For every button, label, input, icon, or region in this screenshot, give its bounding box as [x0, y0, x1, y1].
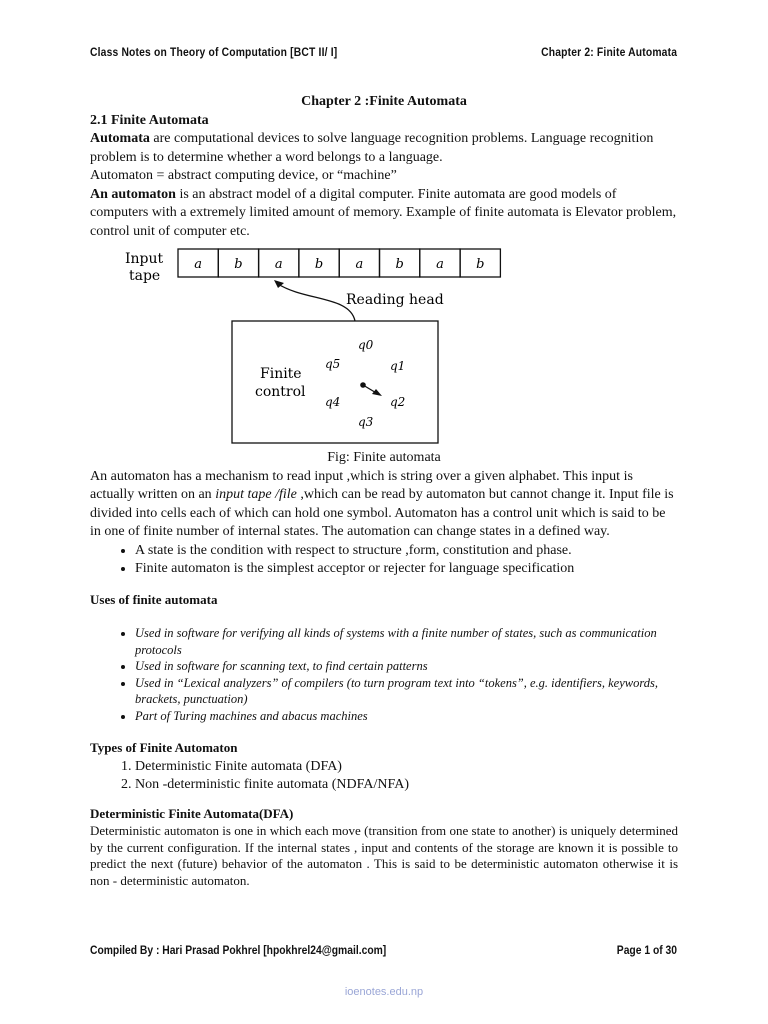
list-item: • A state is the condition with respect to structure ,form, constitution and phase.: [135, 542, 678, 561]
tape-symbol: b: [476, 257, 485, 272]
state-q2: q2: [390, 395, 406, 409]
input-label-2: tape: [129, 268, 161, 284]
automata-term: Automata: [90, 131, 150, 146]
dfa-paragraph: Deterministic automaton is one in which each move (transition from one state to another) is uniquely determined by the current configuration. If the internal states , input and contents of the storage are known it is possible to predict the next (future) behavior of the automaton . This is said to be deterministic automaton otherwise it is non - deterministic automaton.: [90, 823, 678, 888]
pointer-arrowhead: [372, 389, 382, 396]
tape-symbol: a: [194, 257, 203, 272]
tape-symbol: a: [355, 257, 364, 272]
mechanism-text-2: ,which can be read by automaton but cannot change it. Input file is divided into cells each of which can hold one symbol. Automaton has a control unit which is said to be in one of finite number of internal states. The automation can change states in a defined way.: [90, 487, 674, 539]
an-automaton-term: An automaton: [90, 186, 176, 202]
state-bullets: [90, 542, 678, 579]
list-item: • Part of Turing machines and abacus machines: [135, 708, 678, 725]
list-item: 1. Deterministic Finite automata (DFA): [135, 758, 678, 777]
automata-text: are computational devices to solve language recognition problems. Language recognition problem is to determine whether a word belongs to a language.: [90, 131, 654, 165]
dfa-heading: Deterministic Finite Automata(DFA): [90, 805, 294, 821]
list-item: • Used in “Lexical analyzers” of compilers (to turn program text into “tokens”, e.g. identifiers, keywords, brackets, punctuation): [135, 675, 678, 708]
finite-control-box: [232, 321, 438, 443]
finite-label-2: control: [255, 384, 306, 400]
an-automaton-text: is an abstract model of a digital computer. Finite automata are good models of computers with a extremely limited amount of memory. Example of finite automata is Elevator problem, control unit of computer etc.: [90, 186, 677, 239]
uses-list: [90, 625, 678, 724]
header-left: Class Notes on Theory of Computation [BCT II/ I]: [90, 45, 338, 59]
page-content: [90, 93, 678, 889]
figure-caption: Fig: Finite automata: [327, 450, 441, 465]
header-right: Chapter 2: Finite Automata: [541, 45, 677, 59]
list-item: • Used in software for scanning text, to find certain patterns: [135, 658, 678, 675]
mechanism-paragraph: [90, 468, 678, 542]
tape-symbol: a: [436, 257, 444, 272]
finite-automata-figure: [90, 241, 678, 449]
state-q5: q5: [325, 357, 341, 371]
watermark: ioenotes.edu.np: [344, 986, 424, 998]
tape-symbol: b: [314, 257, 324, 272]
reading-head-label: Reading head: [346, 292, 444, 308]
an-automaton-paragraph: [90, 186, 678, 242]
types-list: [90, 758, 678, 795]
automata-paragraph: [90, 130, 678, 167]
mechanism-text-1: An automaton has a mechanism to read input ,which is string over a given alphabet. This input is actually written on an: [90, 468, 633, 502]
tape-symbol: b: [234, 257, 243, 272]
finite-label-1: Finite: [260, 366, 302, 382]
chapter-title: Chapter 2 :Finite Automata: [301, 94, 467, 109]
tape-symbol: a: [274, 257, 283, 272]
list-item: • Used in software for verifying all kinds of systems with a finite number of states, such as communication protocols: [135, 625, 678, 658]
section-title: 2.1 Finite Automata: [90, 112, 209, 128]
input-tape-term: input tape /file: [215, 487, 297, 502]
state-q0: q0: [358, 338, 374, 352]
input-label-1: Input: [125, 251, 164, 267]
tape-symbol: b: [395, 257, 404, 272]
footer-right: Page 1 of 30: [616, 943, 677, 957]
state-q1: q1: [390, 359, 406, 373]
finite-automata-diagram: [110, 246, 530, 446]
types-heading: Types of Finite Automaton: [90, 740, 238, 755]
state-q4: q4: [325, 395, 341, 409]
reading-head-arrow: [278, 284, 355, 321]
automaton-definition: Automaton = abstract computing device, or “machine”: [90, 168, 397, 183]
list-item: • Finite automaton is the simplest acceptor or rejecter for language specification: [135, 560, 678, 579]
uses-heading: Uses of finite automata: [90, 591, 218, 607]
input-tape: [178, 249, 500, 277]
list-item: 2. Non -deterministic finite automata (NDFA/NFA): [135, 776, 678, 795]
footer-left: Compiled By : Hari Prasad Pokhrel [hpokhrel24@gmail.com]: [90, 943, 387, 957]
state-q3: q3: [358, 415, 374, 429]
